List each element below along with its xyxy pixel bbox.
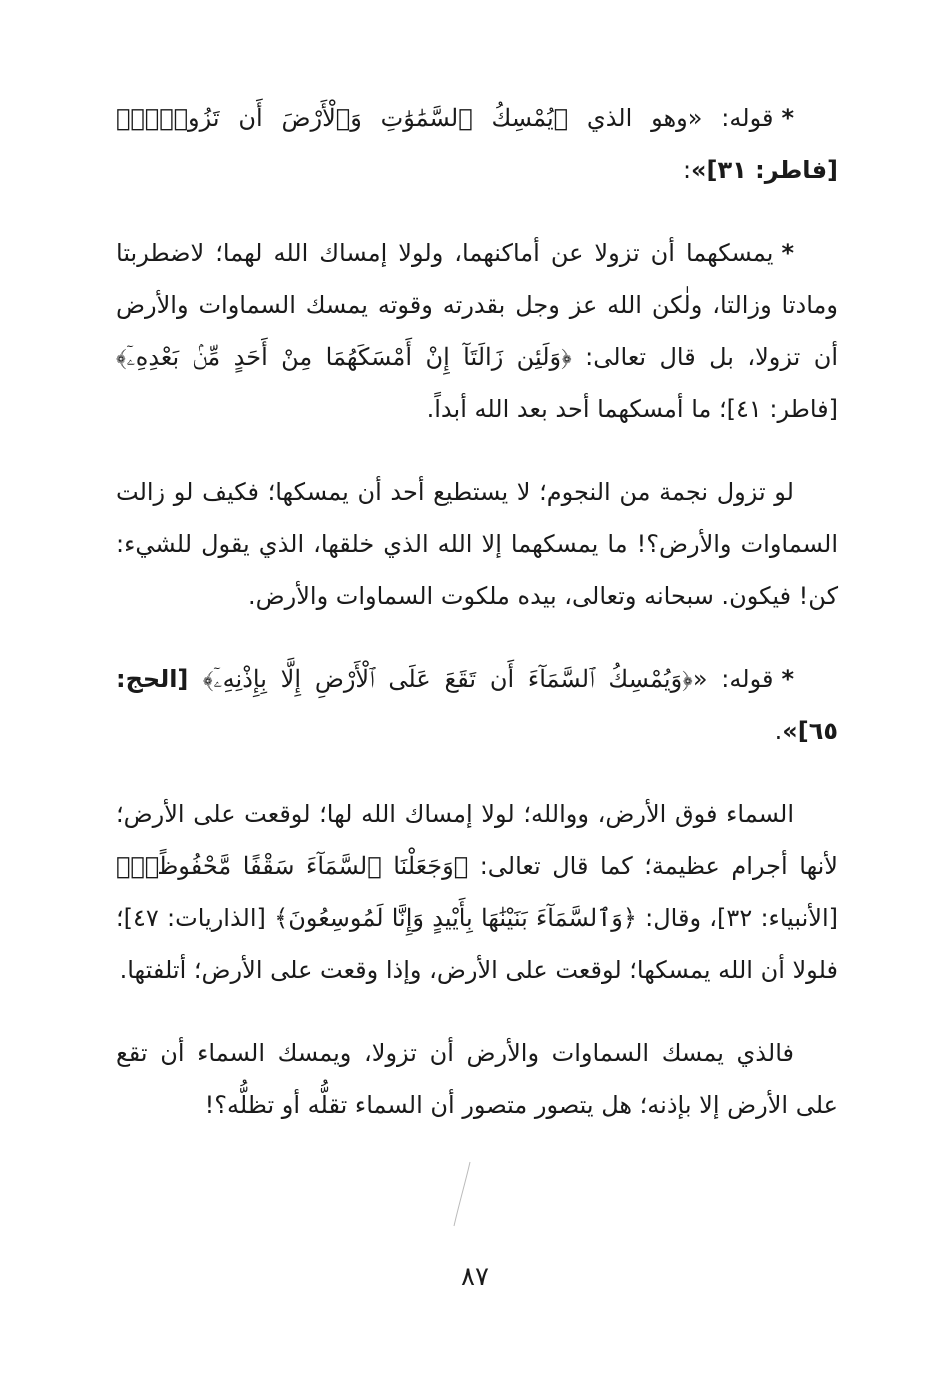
quran-verse: ﴿وَلَئِن زَالَتَآ إِنْ أَمْسَكَهُمَا مِنْ أَحَدٍ مِّنۢ بَعْدِهِۦٓ﴾ — [116, 343, 572, 371]
text-segment: فالذي يمسك السماوات والأرض أن تزولا، ويمسك السماء أن تقع على الأرض إلا بإذنه؛ هل يتصور متصور أن السماء تقلُّه أو تظلُّه؟! — [116, 1039, 838, 1119]
star-bullet: * — [781, 239, 794, 267]
text-segment: [فاطر: ٤١]؛ ما أمسكهما أحد بعد الله أبداً. — [426, 395, 838, 423]
paragraph-5 — [116, 788, 838, 996]
paragraph-6 — [116, 1027, 838, 1131]
text-segment: السماء فوق الأرض، ووالله؛ لولا إمساك الله لها؛ لوقعت على الأرض؛ لأنها أجرام عظيمة؛ كما قال تعالى: — [116, 800, 838, 880]
text-segment: يمسكهما أن تزولا عن أماكنهما، ولولا إمساك الله لهما؛ لاضطربتا ومادتا وزالتا، ولٰكن الله عز وجل بقدرته وقوته يمسك السماوات والأرض أن تزولا، بل قال تعالى: — [116, 239, 838, 371]
quran-verse: ﴿يُمْسِكُ ٱلسَّمَٰوَٰتِ وَٱلْأَرْضَ أَن تَزُولَاۚ﴾ — [116, 104, 569, 132]
star-bullet: * — [781, 665, 794, 693]
text-segment: [الذاريات: ٤٧]؛ فلولا أن الله يمسكها؛ لوقعت على الأرض، وإذا وقعت على الأرض؛ أتلفتها. — [116, 904, 838, 984]
paragraph-4 — [116, 653, 838, 757]
text-segment: [الأنبياء: ٣٢]، وقال: — [636, 904, 839, 932]
pencil-mark — [448, 1160, 478, 1230]
page-body — [116, 92, 838, 1162]
text-segment: قوله: «وهو الذي — [568, 104, 774, 132]
star-bullet: * — [781, 104, 795, 132]
paragraph-3 — [116, 466, 838, 622]
paragraph-1 — [116, 92, 838, 196]
verse-reference: [فاطر: ٣١]» — [691, 156, 838, 184]
text-segment: لو تزول نجمة من النجوم؛ لا يستطيع أحد أن يمسكها؛ فكيف لو زالت السماوات والأرض؟! ما يمسكهما إلا الله الذي خلقها، الذي يقول للشيء: كن! فيكون. سبحانه وتعالى، بيده ملكوت السماوات والأرض. — [116, 478, 838, 610]
quran-verse: ﴿وَجَعَلْنَا ٱلسَّمَآءَ سَقْفًا مَّحْفُوظًاۖ﴾ — [116, 852, 469, 880]
paragraph-2 — [116, 227, 838, 435]
text-segment: . — [774, 717, 783, 745]
text-segment: : — [682, 156, 692, 184]
page-number: ٨٧ — [461, 1262, 489, 1292]
quran-verse: ﴿وَيُمْسِكُ ٱلسَّمَآءَ أَن تَقَعَ عَلَى ٱلْأَرْضِ إِلَّا بِإِذْنِهِۦٓ﴾ — [202, 665, 693, 693]
verse-reference: [الحج: ٦٥]» — [116, 665, 838, 745]
quran-verse: ﴿وَٱلسَّمَآءَ بَنَيْنَٰهَا بِأَيْيدٍ وَإِنَّا لَمُوسِعُونَ﴾ — [274, 904, 637, 932]
text-segment: قوله: « — [692, 665, 774, 693]
